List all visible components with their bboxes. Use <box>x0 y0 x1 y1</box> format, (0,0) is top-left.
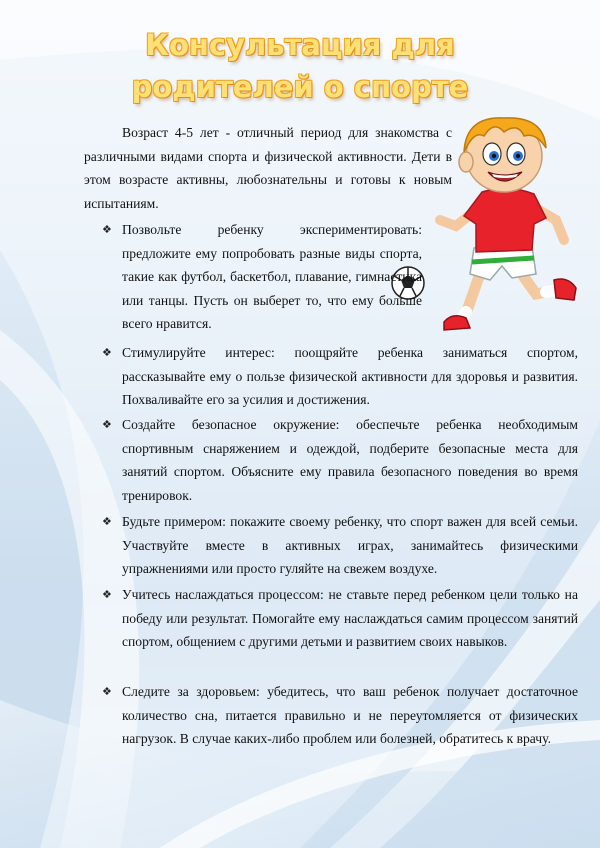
tip-example: ❖ Будьте примером: покажите своему ребенку, что спорт важен для всей семьи. Участвуйте вместе в активных играх, занимайтесь физическими упражнениями или просто гуляйте на свежем воздухе. <box>102 510 578 581</box>
tip-safety: ❖ Создайте безопасное окружение: обеспечьте ребенка необходимым спортивным снаряжением и одеждой, подберите безопасные места для занятий спортом. Объясните ему правила безопасного поведения во время тренировок. <box>102 413 578 507</box>
title-line-2: родителей о спорте <box>131 70 469 104</box>
page-title <box>0 24 600 108</box>
intro-paragraph: Возраст 4-5 лет - отличный период для знакомства с различными видами спорта и физической активности. Дети в этом возрасте активны, любознательны и готовы к новым испытаниям. <box>84 125 452 211</box>
tip-enjoy-process: ❖ Учитесь наслаждаться процессом: не ставьте перед ребенком цели только на победу или результат. Помогайте ему наслаждаться самим процессом занятий спортом, общением с другими детьми и развитием своих навыков. <box>102 583 578 654</box>
tip-health: ❖ Следите за здоровьем: убедитесь, что ваш ребенок получает достаточное количество сна, питается правильно и не переутомляется от физических нагрузок. В случае каких-либо проблем или болезней, обратитесь к врачу. <box>102 680 578 751</box>
tip-experiment: ❖ Позвольте ребенку экспериментировать: предложите ему попробовать разные виды спорта, такие как футбол, баскетбол, плавание, гимнастика или танцы. Пусть он выберет то, что ему больше всего нравится. <box>102 218 422 336</box>
tip-interest: ❖ Стимулируйте интерес: поощряйте ребенка заниматься спортом, рассказывайте ему о пользе физической активности для здоровья и развития. Похваливайте его за усилия и достижения. <box>102 341 578 412</box>
title-line-1: Консультация для <box>145 28 455 62</box>
